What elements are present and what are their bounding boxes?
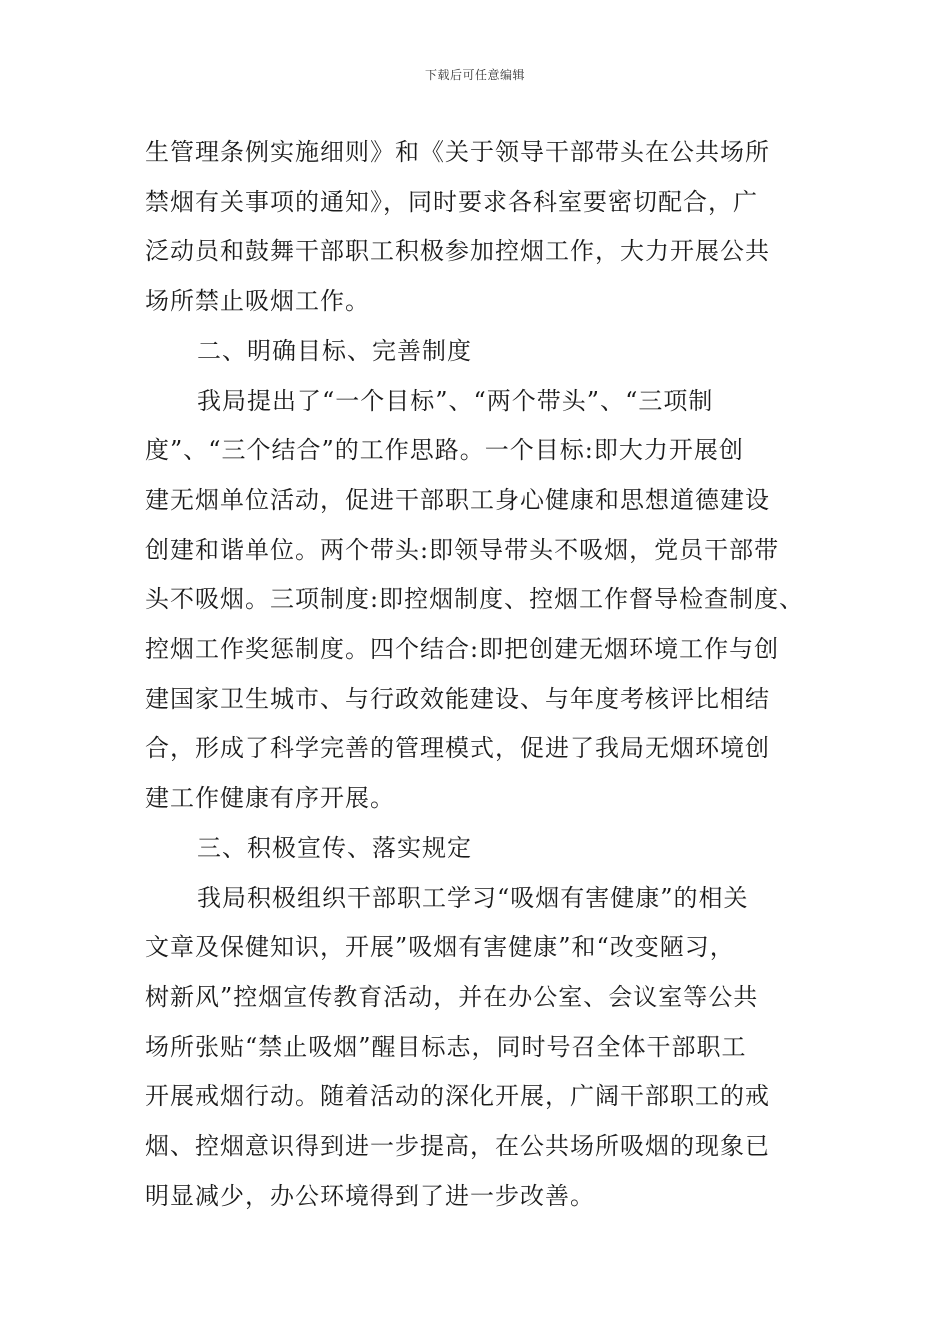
text-line: 创建和谐单位。两个带头:即领导带头不吸烟，党员干部带 [145,535,780,564]
text-line: 明显减少，办公环境得到了进一步改善。 [145,1181,595,1210]
text-line: 建国家卫生城市、与行政效能建设、与年度考核评比相结 [145,684,770,713]
text-line: 泛动员和鼓舞干部职工积极参加控烟工作，大力开展公共 [145,237,770,266]
text-line: 建工作健康有序开展。 [145,784,395,813]
text-line: 场所张贴“禁止吸烟”醒目标志，同时号召全体干部职工 [145,1032,747,1061]
section-heading: 三、积极宣传、落实规定 [197,833,472,862]
paragraph-first-line: 我局积极组织干部职工学习“吸烟有害健康”的相关 [197,883,749,912]
text-line: 树新风”控烟宣传教育活动，并在办公室、会议室等公共 [145,982,759,1011]
text-line: 控烟工作奖惩制度。四个结合:即把创建无烟环境工作与创 [145,635,780,664]
text-line: 烟、控烟意识得到进一步提高，在公共场所吸烟的现象已 [145,1132,770,1161]
text-line: 场所禁止吸烟工作。 [145,287,370,316]
text-line: 建无烟单位活动，促进干部职工身心健康和思想道德建设 [145,485,770,514]
text-line: 度”、“三个结合”的工作思路。一个目标:即大力开展创 [145,436,744,465]
paragraph-first-line: 我局提出了“一个目标”、“两个带头”、“三项制 [197,386,714,415]
text-line: 生管理条例实施细则》和《关于领导干部带头在公共场所 [145,138,770,166]
document-body [145,128,810,1221]
section-heading: 二、明确目标、完善制度 [197,336,472,365]
text-line: 合，形成了科学完善的管理模式，促进了我局无烟环境创 [145,734,770,763]
text-line: 禁烟有关事项的通知》，同时要求各科室要密切配合，广 [145,187,758,216]
text-line: 头不吸烟。三项制度:即控烟制度、控烟工作督导检查制度、 [145,585,805,614]
text-line: 开展戒烟行动。随着活动的深化开展，广阔干部职工的戒 [145,1082,770,1111]
text-line: 文章及保健知识，开展”吸烟有害健康”和“改变陋习， [145,933,735,962]
header-note: 下载后可任意编辑 [424,68,525,82]
